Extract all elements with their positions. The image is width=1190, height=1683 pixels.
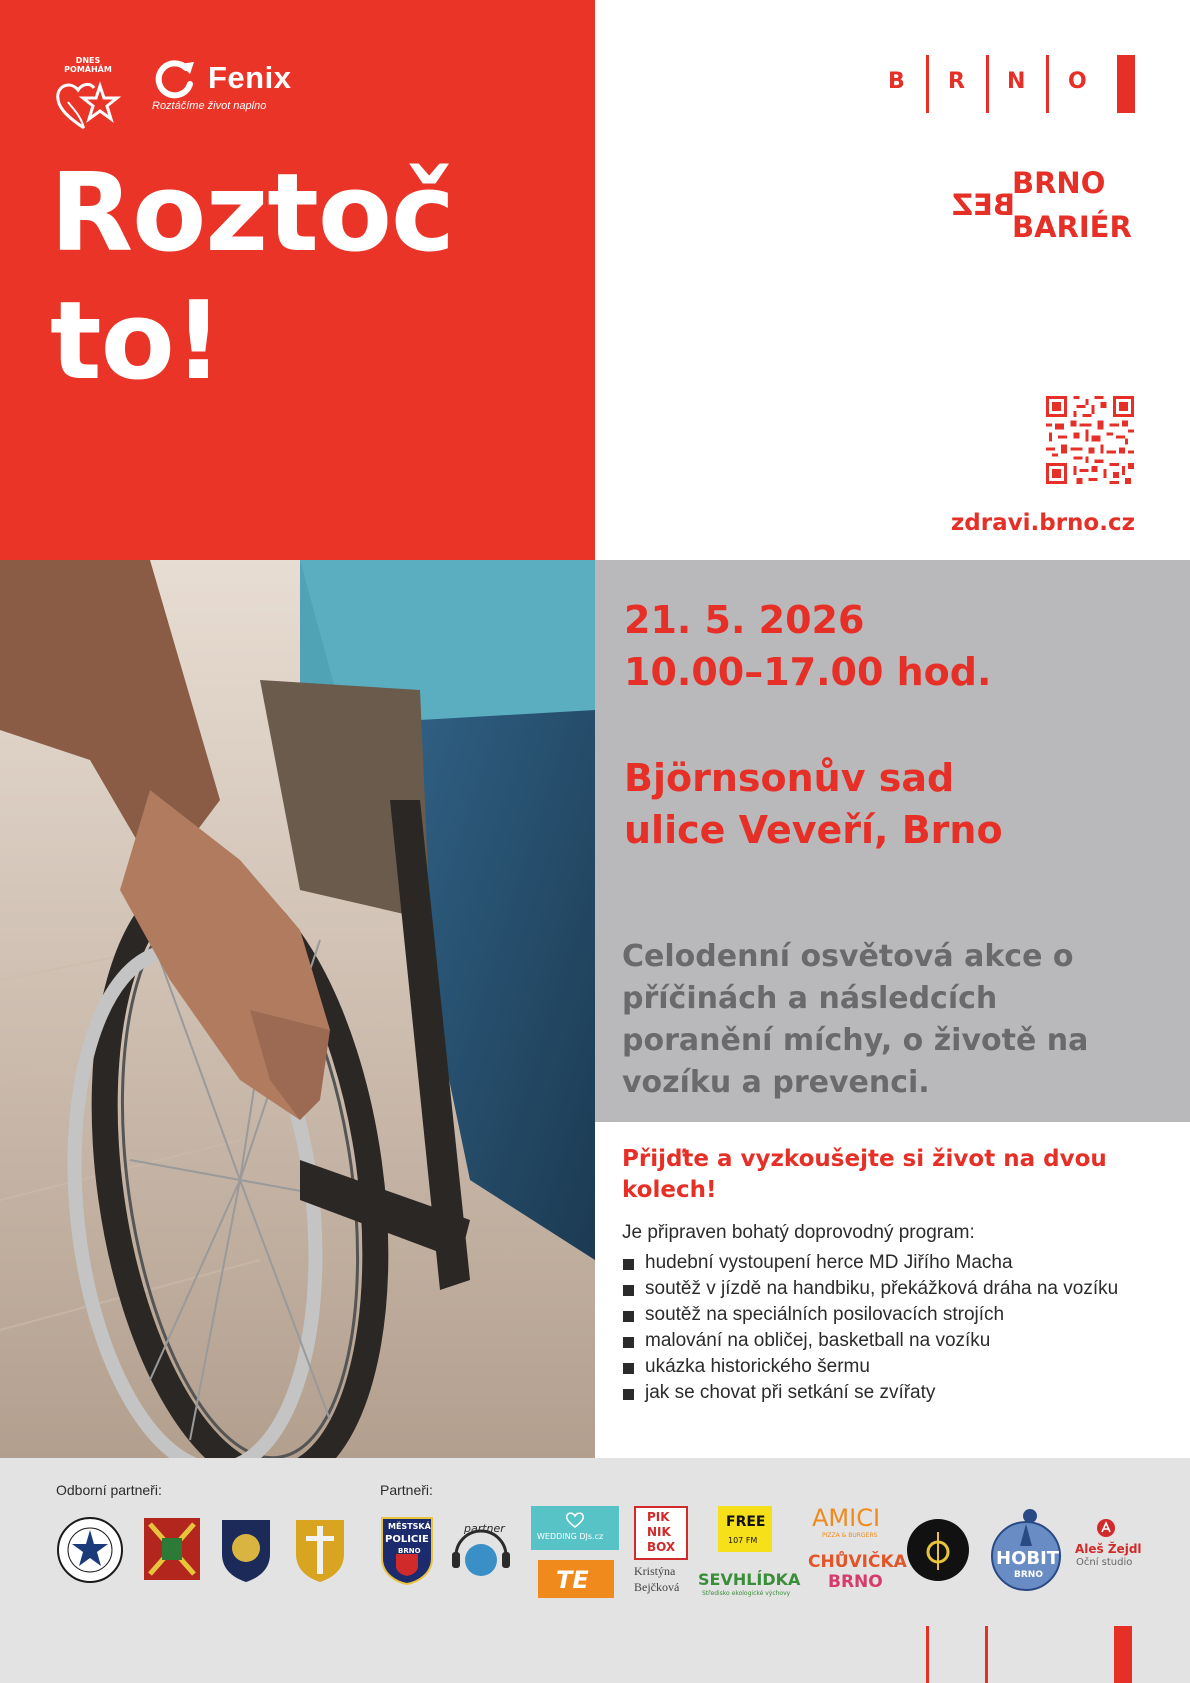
- brno-letter-o: O: [1068, 69, 1087, 94]
- hobit-subtext: BRNO: [1014, 1570, 1043, 1580]
- chuvicka-brno-logo: [806, 1552, 907, 1598]
- fencer-icon: [906, 1518, 970, 1582]
- kristyna-line-1: Kristýna: [634, 1564, 676, 1578]
- police-star-icon: [56, 1516, 124, 1584]
- shield-icon: [142, 1516, 202, 1582]
- chuvicka-line-1: CHŮVIČKA: [808, 1552, 907, 1572]
- eye-studio-icon: [1096, 1518, 1116, 1538]
- army-logo: [290, 1516, 350, 1584]
- partners-footer: [0, 1458, 1190, 1683]
- police-cr-logo: [56, 1516, 124, 1584]
- partner-text: partner: [464, 1522, 505, 1535]
- wheelchair-photo: [0, 560, 595, 1458]
- qr-code[interactable]: [1046, 396, 1134, 484]
- wheelchair-illustration: [0, 560, 595, 1458]
- headline: [50, 150, 454, 406]
- amici-subtext: PIZZA & BURGERS: [822, 1532, 878, 1539]
- piknik-line-2: NIK: [647, 1525, 671, 1539]
- program-item: soutěž v jízdě na handbiku, překážková dráha na vozíku: [622, 1276, 1162, 1302]
- program-item: ukázka historického šermu: [622, 1354, 1162, 1380]
- headline-line-2: to!: [50, 279, 223, 404]
- sevhlidka-text: SEVHLÍDKA: [698, 1570, 801, 1589]
- brno-bez-barier-logo: [950, 166, 1140, 246]
- ales-subtext: Oční studio: [1076, 1557, 1133, 1568]
- partners-label: Partneři:: [380, 1482, 433, 1498]
- piknik-line-3: BOX: [647, 1540, 676, 1554]
- event-address: ulice Veveří, Brno: [624, 808, 1003, 852]
- expert-partners-label: Odborní partneři:: [56, 1482, 162, 1498]
- brno-letter-n: N: [1007, 69, 1026, 94]
- program-item: jak se chovat při setkání se zvířaty: [622, 1380, 1162, 1406]
- kristyna-bejckova-logo: [630, 1564, 696, 1606]
- program-panel: [595, 1122, 1190, 1458]
- program-item: hudební vystoupení herce MD Jiřího Macha: [622, 1250, 1162, 1276]
- te-logo: [538, 1560, 614, 1598]
- bottom-block: [1114, 1626, 1132, 1683]
- fenix-logo: [150, 58, 320, 118]
- chuvicka-line-2: BRNO: [828, 1572, 883, 1592]
- sevhlidka-logo: [696, 1570, 800, 1600]
- mestska-policie-line-3: BRNO: [398, 1547, 421, 1555]
- event-venue: Björnsonův sad: [624, 756, 955, 800]
- kristyna-line-2: Bejčková: [634, 1580, 680, 1594]
- bez-barier-line-1: BRNO: [1012, 166, 1106, 200]
- free-radio-logo: [718, 1506, 772, 1552]
- hobit-brno-logo: [986, 1506, 1066, 1592]
- badge-icon: [218, 1514, 274, 1584]
- program-intro: Je připraven bohatý doprovodný program:: [622, 1222, 975, 1243]
- brno-divider: [926, 55, 929, 113]
- wedding-djs-text: WEDDING DJs.cz: [537, 1532, 604, 1541]
- program-item: malování na obličej, basketball na vozíku: [622, 1328, 1162, 1354]
- brno-letter-b: B: [888, 69, 905, 94]
- website-link[interactable]: zdravi.brno.cz: [950, 510, 1135, 536]
- mestska-policie-line-1: MĚSTSKÁ: [388, 1522, 431, 1531]
- fire-rescue-logo: [142, 1516, 202, 1582]
- call-to-action: Přijďte a vyzkoušejte si život na dvou kolech!: [622, 1146, 1107, 1203]
- sword-shield-icon: [290, 1516, 350, 1584]
- fenix-swirl-icon: [150, 58, 200, 102]
- bottom-divider: [926, 1626, 929, 1683]
- event-info-panel: [595, 560, 1190, 1122]
- program-list: [622, 1250, 1162, 1406]
- free-subtext: 107 FM: [728, 1536, 758, 1545]
- amici-logo: [808, 1504, 894, 1544]
- hobit-text: HOBIT: [996, 1548, 1060, 1569]
- bez-barier-line-2: BEZ: [952, 188, 1015, 222]
- piknik-line-1: PIK: [647, 1510, 670, 1524]
- brno-letter-r: R: [948, 69, 965, 94]
- free-text: FREE: [726, 1514, 766, 1530]
- event-time: 10.00–17.00 hod.: [624, 650, 992, 694]
- amici-text: AMICI: [812, 1504, 881, 1532]
- fencing-club-logo: [906, 1518, 970, 1582]
- heart-star-icon: [54, 78, 122, 136]
- event-description: Celodenní osvětová akce o příčinách a následcích poranění míchy, o životě na vozíku a prevenci.: [622, 939, 1089, 1100]
- heart-icon: [565, 1512, 585, 1528]
- brno-logo: [880, 55, 1135, 113]
- ales-zejdl-logo: [1072, 1518, 1142, 1578]
- piknik-box-logo: [634, 1506, 688, 1560]
- event-date: 21. 5. 2026: [624, 598, 865, 642]
- dnes-pomaham-logo: [54, 56, 122, 136]
- brno-end-block: [1117, 55, 1135, 113]
- program-item: soutěž na speciálních posilovacích strojích: [622, 1302, 1162, 1328]
- fenix-tagline: Roztáčíme život naplno: [152, 100, 267, 112]
- mestska-policie-logo: [378, 1514, 436, 1586]
- te-text: TE: [556, 1566, 589, 1594]
- wedding-djs-logo: [531, 1506, 619, 1550]
- hero-panel: [0, 0, 595, 560]
- brno-divider: [1046, 55, 1049, 113]
- ales-name: Aleš Žejdl: [1075, 1542, 1142, 1556]
- brno-divider: [986, 55, 989, 113]
- sevhlidka-subtext: Středisko ekologické výchovy: [702, 1590, 791, 1597]
- hzs-logo: [218, 1514, 274, 1584]
- bez-barier-line-3: BARIÉR: [1012, 210, 1132, 244]
- mestska-policie-line-2: POLICIE: [385, 1534, 429, 1545]
- fenix-name: Fenix: [208, 60, 292, 95]
- dnes-pomaham-caption: DNES POMÁHÁM: [64, 56, 112, 74]
- headline-line-1: Roztoč: [50, 151, 455, 276]
- partner-dsa-logo: [448, 1518, 514, 1580]
- bottom-divider: [985, 1626, 988, 1683]
